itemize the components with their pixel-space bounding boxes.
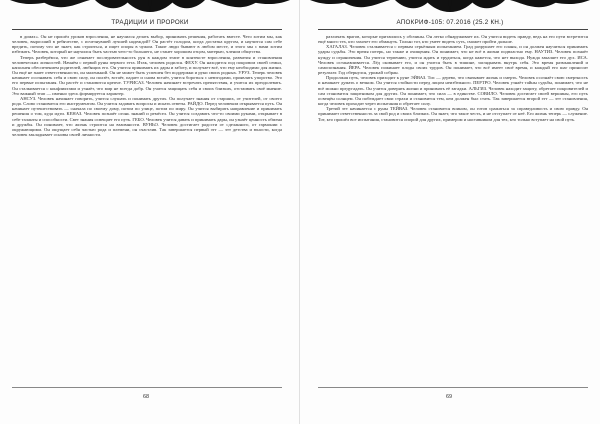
paragraph: различать врагов, которые притаились у обочины. Он легко обнаруживает их. Он учится видеть правду, ведь на его пути встретится ещё много тех, кто захочет его обмануть. Только тот, кто умеет видеть суть, сможет пройти дальше.: [318, 34, 588, 45]
header-rule: [12, 29, 282, 30]
paragraph: в домах». Он не прошёл уроков взросления, не научился делать выбор, принимать решения, работать вместе. Чего хотим мы, как человек, выросший в ребячестве, с исчезнувшей лучшей надеждой? Он растёт голодом, когда достатка кругом, и научится сам себе вредить, потому что не знает, как строиться, и ищет опоры в чужом. Такие люди бывают в любом месте, и этого мы с вами хотим избежать. Человек, который не научился быть частью чего-то большего, не станет хорошим отцом, матерью, членом общества.: [12, 34, 282, 55]
running-head: ТРАДИЦИИ И ПРОРОКИ: [111, 19, 189, 26]
running-head: АПОКРИФ-105: 07.2016 (25.2 КН.): [396, 19, 504, 26]
body-text: [12, 34, 282, 374]
page-number: 68: [143, 394, 150, 400]
header-rule: [318, 29, 588, 30]
paragraph: Продолжая путь, человек приходит к руне ЭЙВАЗ. Тис — дерево, что связывает жизнь и смерть. Человек осознаёт свою смертность и начинает думать о вечном. Он учится стойкости перед лицом неизбежного. ПЕРТРО. Человек узнаёт тайны судьбы, понимает, что не всё можно предугадать. Он учится доверять жизни и принимать её загадки. АЛЬГИЗ. Человек находит защиту, обретает покровителей и сам становится защитником для других. Он понимает, что сила — в единстве. СОВИЛО. Человек достигает своей вершины, его путь освещён солнцем. Он побеждает свои страхи и становится тем, кем должен был стать. Так завершается второй этт — этт становления, когда человек проходит через испытания и обретает силу.: [318, 75, 588, 107]
right-page: [300, 0, 600, 424]
page-number: 69: [446, 394, 453, 400]
paragraph: АНСУЗ. Человек начинает говорить, учится слушать и понимать других. Он получает знания от старших, от учителей, от своего рода. Слово становится его инструментом. Он учится задавать вопросы и искать ответы. РАЙДО. Перед человеком открывается путь. Он начинает путешествовать — сначала по своему дому, потом по улице, потом по миру. Он учится выбирать направление и принимать решения о том, куда идти. КЕНАЗ. Человек познаёт огонь знаний и ремёсел. Он учится создавать что-то своими руками, открывает в себе таланты и способности. Свет знания освещает его путь. ГЕБО. Человек учится давать и принимать дары, он узнаёт ценность обмена и дружбы. Он понимает, что жизнь строится на взаимности. ВУНЬО. Человек достигает радости от сделанного, от гармонии с окружающими. Он ощущает себя частью рода и племени, он счастлив. Так завершается первый этт — этт детства и юности, когда человек закладывает основы своей личности.: [12, 95, 282, 137]
footer-rule: [318, 387, 588, 388]
paragraph: Третий этт начинается с руны ТЕЙВАЗ. Человек становится воином, он готов сражаться за справедливость и свою правду. Он принимает ответственность за свой род и своих близких. Он знает, что такое честь, и не отступает от неё. Его жизнь теперь — служение. Тот, кто прошёл все испытания, становится опорой для других, примером и наставником для тех, кто только вступает на свой путь.: [318, 106, 588, 122]
paragraph: ХАГАЛАЗ. Человек сталкивается с первым серьёзным испытанием. Град разрушает его планы, и он должен научиться принимать удары судьбы. Это время потерь, но также и очищения. Он понимает, что не всё в жизни подвластно ему. НАУТИЗ. Человек познаёт нужду и ограничения. Он учится терпению, учится ждать и трудиться, когда кажется, что нет выхода. Нужда закаляет его дух. ИСА. Человек останавливается. Лёд сковывает его, и он учится быть в тишине, заглядывать внутрь себя. Это время размышлений и самопознания. ЙЕРА. Человек пожинает плоды своих трудов. Он понимает, что всё имеет своё время, и каждый его шаг приносит результат. Год обернулся, урожай собран.: [318, 44, 588, 76]
body-text: [318, 34, 588, 374]
footer-rule: [12, 387, 282, 388]
paragraph: Теперь разберёмся, что же означает последовательность рун в каждом этапе в контексте взросления, развития и становления человеческих личностей. Начнём с первой руны первого этта. Итак, человек родился. ФЕХУ. Он находится под покровом своей семьи, наполнен обеспечением родителей, любящих его. Он учится принимать их дары и заботу, и получает всё, что ему необходимо для жизни. Он ещё не знает ответственности, он маленький. Он не может быть успешен без поддержки и руки своих родных. УРУЗ. Теперь человек начинает осознавать себя и свою силу, он ползёт, встаёт, падает и снова встаёт, учится бороться с невзгодами, проявлять упорство. Это его первые испытания. Он растёт и становится крепче. ТУРИСАЗ. Человек начинает встречать препятствия, и учится их преодолевать. Он сталкивается с конфликтами и узнаёт, что мир не всегда добр. Он учится защищать себя и своих близких, отстаивать своё мнение. Это важный этап — именно здесь формируется характер.: [12, 54, 282, 96]
